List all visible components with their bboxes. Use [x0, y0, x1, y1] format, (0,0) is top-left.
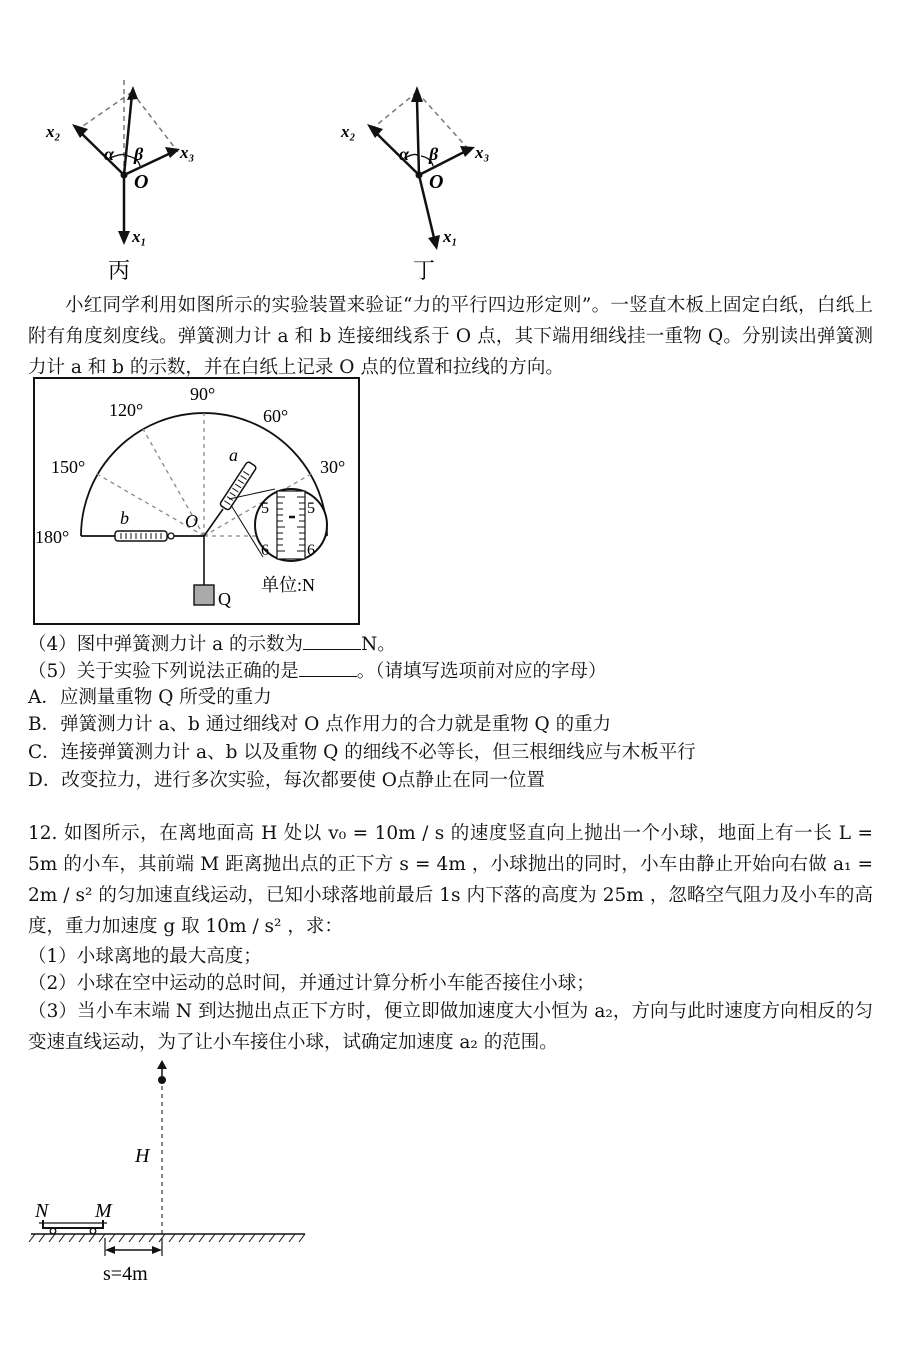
angle-30-label: 30° [320, 457, 346, 477]
figure-caption: 丙 [108, 258, 131, 283]
angle-90-label: 90° [190, 384, 216, 404]
end-n-label: N [35, 1200, 49, 1222]
cart-figure [25, 1060, 315, 1285]
question-4: （4）图中弹簧测力计 a 的示数为 N。 [28, 631, 396, 658]
origin-label: O [429, 171, 444, 193]
problem-12-sub1: （1）小球离地的最大高度； [28, 946, 262, 967]
scale-top-left: 5 [261, 500, 269, 517]
x3-label: x₃ [475, 143, 490, 162]
angle-180-label: 180° [35, 527, 70, 547]
point-o-label: O [185, 511, 198, 531]
option-c: C．连接弹簧测力计 a、b 以及重物 Q 的细线不必等长，但三根细线应与木板平行 [28, 742, 696, 763]
figure-bing [40, 70, 220, 285]
x2-label: x₂ [46, 122, 61, 141]
scale-bottom-right: 6 [307, 542, 315, 559]
spring-b-label: b [120, 508, 129, 528]
unit-label: 单位:N [261, 575, 315, 595]
problem-12-sub2: （2）小球在空中运动的总时间，并通过计算分析小车能否接住小球； [28, 973, 595, 994]
spring-a-label: a [229, 445, 238, 465]
figure-ding [335, 70, 515, 285]
x3-label: x₃ [180, 143, 195, 162]
figure-caption: 丁 [413, 258, 436, 283]
problem-12-sub3: （3）当小车末端 N 到达抛出点正下方时，便立即做加速度大小恒为 a₂，方向与此时速度方向相反的匀变速直线运动，为了让小车接住小球，试确定加速度 a₂ 的范围。 [28, 1001, 873, 1053]
weight-q-label: Q [218, 589, 231, 609]
alpha-label: α [399, 144, 409, 164]
scale-bottom-left: 6 [261, 542, 269, 559]
experiment-figure [33, 377, 360, 625]
answer-blank-5[interactable] [299, 658, 357, 677]
option-d: D．改变拉力，进行多次实验，每次都要使 O点静止在同一位置 [28, 770, 545, 791]
scale-top-right: 5 [307, 500, 315, 517]
problem-12-stem: 12. 如图所示，在离地面高 H 处以 v₀ = 10m / s 的速度竖直向上抛出一个小球，地面上有一长 L = 5m 的小车，其前端 M 距离抛出点的正下方 s = 4m ，小球抛出的同时，小车由静止开始向右做 a₁ = 2m / s² 的匀加速直线运动，已知小球落地前最后 1s 内下落的高度为 25m ，忽略空气阻力及小车的高度，重力加速度 g 取 10m / s² ，求： [28, 823, 873, 937]
option-a: A．应测量重物 Q 所受的重力 [28, 687, 272, 708]
distance-s-label: s=4m [103, 1263, 148, 1285]
question-5: （5）关于实验下列说法正确的是 。（请填写选项前对应的字母） [28, 658, 607, 685]
origin-label: O [134, 171, 149, 193]
front-m-label: M [95, 1200, 112, 1222]
answer-blank-4[interactable] [303, 631, 361, 650]
angle-150-label: 150° [51, 457, 86, 477]
intro-paragraph: 小红同学利用如图所示的实验装置来验证“力的平行四边形定则”。一竖直木板上固定白纸，白纸上附有角度刻度线。弹簧测力计 a 和 b 连接细线系于 O 点，其下端用细线挂一重物 Q。分别读出弹簧测力计 a 和 b 的示数，并在白纸上记录 O 点的位置和拉线的方向。 [28, 295, 873, 378]
x2-label: x₂ [341, 122, 356, 141]
alpha-label: α [104, 144, 114, 164]
height-h-label: H [135, 1145, 150, 1167]
option-b: B．弹簧测力计 a、b 通过细线对 O 点作用力的合力就是重物 Q 的重力 [28, 714, 612, 735]
beta-label: β [429, 144, 439, 164]
x1-label: x₁ [443, 227, 458, 246]
angle-120-label: 120° [109, 400, 144, 420]
angle-60-label: 60° [263, 406, 289, 426]
x1-label: x₁ [132, 227, 147, 246]
beta-label: β [134, 144, 144, 164]
